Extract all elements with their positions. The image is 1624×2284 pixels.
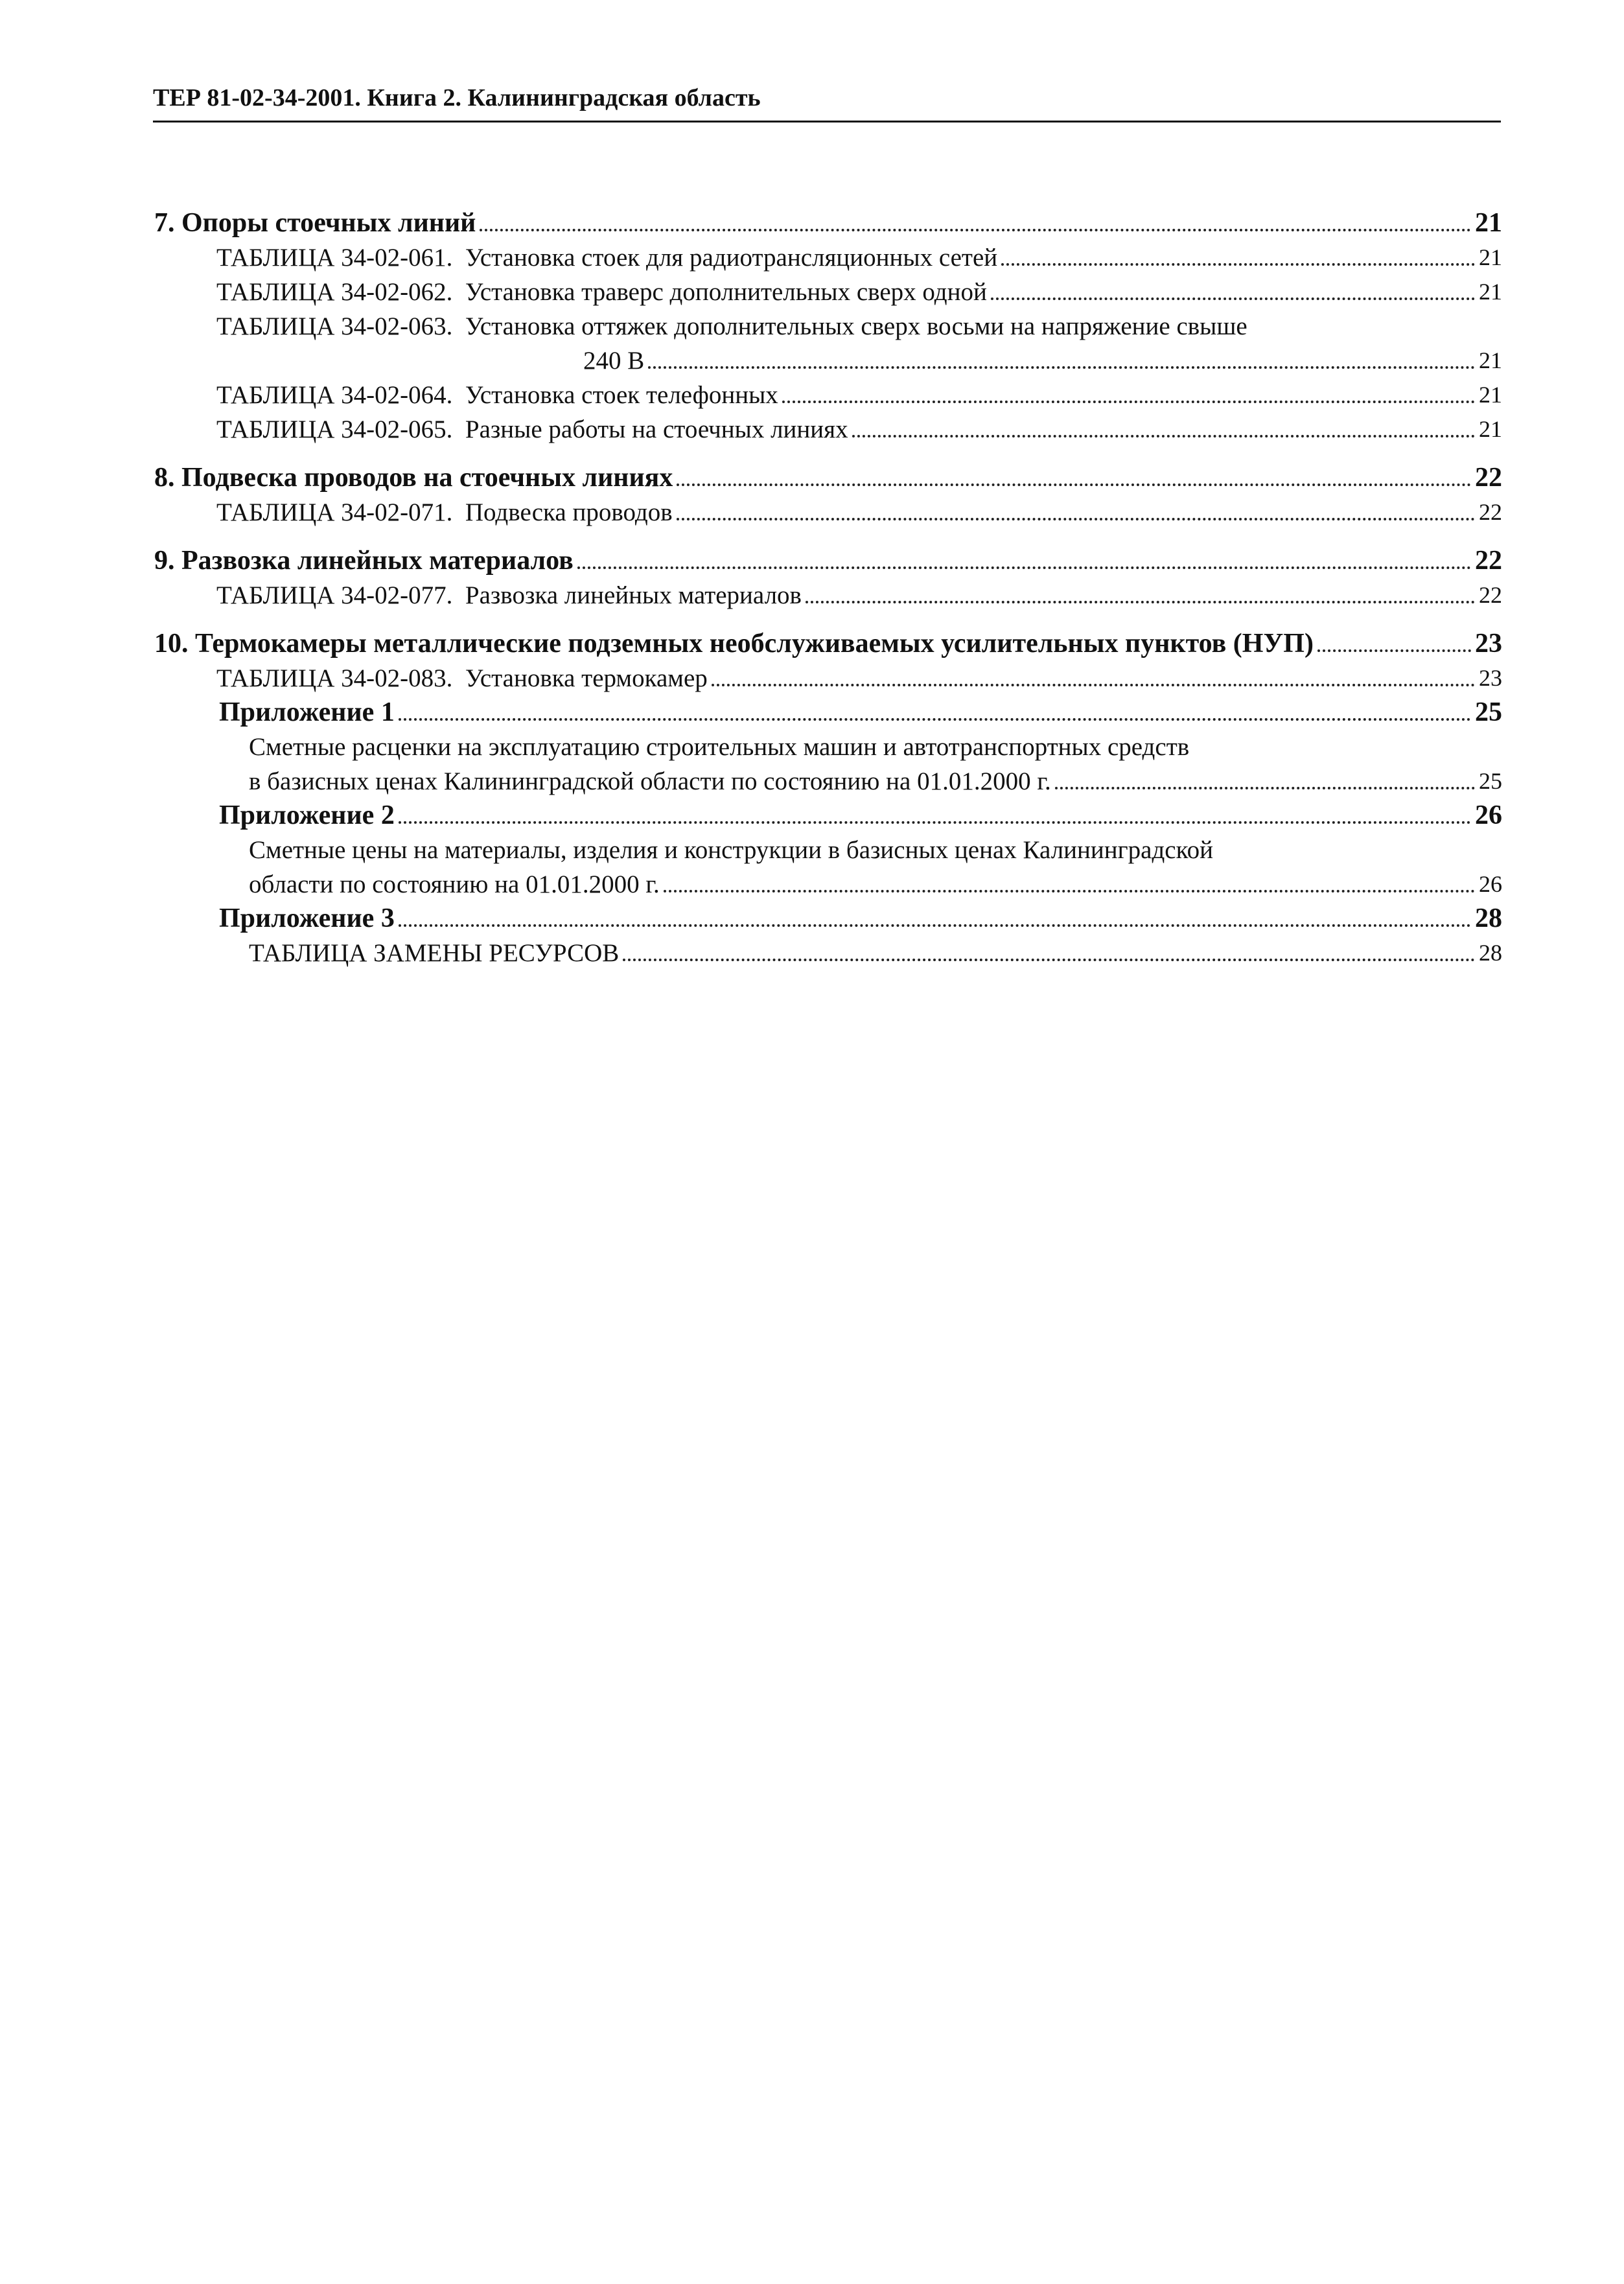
toc-entry-title: Приложение 3 [219,903,395,933]
dot-leader [399,821,1471,824]
toc-entry-title: 7. Опоры стоечных линий [154,208,476,238]
toc-entry-title: области по состоянию на 01.01.2000 г. [249,870,660,898]
table-code: ТАБЛИЦА 34-02-061. [216,244,453,272]
table-code: ТАБЛИЦА 34-02-065. [216,415,453,443]
toc-entry-title: ТАБЛИЦА ЗАМЕНЫ РЕСУРСОВ [249,939,620,967]
toc-page-number: 21 [1475,208,1502,238]
toc-entry-title: Установка стоек для радиотрансляционных сетей [465,244,998,272]
toc-page-number: 21 [1479,347,1502,373]
toc-entry-title-cont: 240 В [583,347,645,375]
dot-leader [852,435,1475,437]
dot-leader [399,718,1471,721]
toc-section-9 [154,544,1502,612]
toc-entry[interactable] [154,206,1502,240]
toc-page-number: 22 [1479,499,1502,525]
toc-page-number: 22 [1475,463,1502,493]
table-code: ТАБЛИЦА 34-02-071. [216,498,453,526]
toc-entry-title: 9. Развозка линейных материалов [154,546,574,576]
table-of-contents [154,206,1502,985]
dot-leader [623,959,1475,961]
toc-entry[interactable] [154,578,1502,612]
toc-page-number: 23 [1475,629,1502,658]
toc-page-number: 26 [1479,871,1502,897]
dot-leader [648,366,1475,369]
table-code: ТАБЛИЦА 34-02-063. [216,312,453,340]
toc-page-number: 28 [1479,940,1502,966]
toc-page-number: 22 [1475,546,1502,576]
dot-leader [399,924,1471,927]
toc-section-10 [154,627,1502,970]
dot-leader [1055,787,1475,789]
toc-entry[interactable] [154,627,1502,661]
toc-entry[interactable] [154,461,1502,495]
dot-leader [806,601,1475,603]
toc-entry-title: Установка стоек телефонных [465,381,778,409]
toc-entry[interactable] [154,661,1502,695]
toc-appendix-2[interactable] [154,798,1502,833]
dot-leader [1001,263,1475,266]
toc-entry-title: Подвеска проводов [465,498,673,526]
toc-page-number: 28 [1475,903,1502,933]
toc-page-number: 23 [1479,665,1502,691]
toc-section-7 [154,206,1502,447]
toc-page-number: 26 [1475,800,1502,830]
table-code: ТАБЛИЦА 34-02-064. [216,381,453,409]
toc-page-number: 25 [1479,768,1502,794]
dot-leader [782,401,1475,403]
toc-entry-line[interactable]: Сметные цены на материалы, изделия и конструкции в базисных ценах Калининградской [249,836,1213,864]
toc-entry-title: Установка оттяжек дополнительных сверх восьми на напряжение свыше [465,312,1247,340]
toc-entry[interactable] [154,344,1502,378]
toc-entry-title: Установка траверс дополнительных сверх одной [465,278,987,306]
toc-entry-title: Установка термокамер [465,664,708,692]
toc-entry[interactable] [154,936,1502,970]
toc-appendix-3[interactable] [154,902,1502,936]
toc-entry[interactable] [154,867,1502,902]
toc-section-8 [154,461,1502,530]
table-code: ТАБЛИЦА 34-02-083. [216,664,453,692]
toc-page-number: 22 [1479,582,1502,608]
toc-page-number: 21 [1479,382,1502,408]
dot-leader [677,484,1471,486]
toc-entry-title: Приложение 1 [219,697,395,727]
dot-leader [480,229,1471,231]
dot-leader [1317,649,1471,652]
toc-page-number: 21 [1479,244,1502,270]
toc-page-number: 21 [1479,279,1502,305]
toc-entry-line[interactable] [154,309,1502,344]
toc-entry-title: Развозка линейных материалов [465,581,802,609]
toc-entry[interactable] [154,764,1502,798]
dot-leader [664,890,1475,892]
toc-entry-title: 8. Подвеска проводов на стоечных линиях [154,463,673,493]
dot-leader [577,566,1471,569]
toc-entry-title: в базисных ценах Калининградской области по состоянию на 01.01.2000 г. [249,767,1051,795]
toc-entry[interactable] [154,544,1502,578]
dot-leader [712,684,1475,686]
table-code: ТАБЛИЦА 34-02-077. [216,581,453,609]
toc-entry[interactable] [154,240,1502,275]
toc-entry-line[interactable]: Сметные расценки на эксплуатацию строительных машин и автотранспортных средств [249,733,1190,761]
toc-entry[interactable] [154,412,1502,447]
toc-entry[interactable] [154,495,1502,530]
toc-appendix-1[interactable] [154,695,1502,730]
dot-leader [677,518,1475,520]
page-header: ТЕР 81-02-34-2001. Книга 2. Калининградская область [153,82,1501,122]
toc-entry-title: 10. Термокамеры металлические подземных необслуживаемых усилительных пунктов (НУП) [154,629,1314,658]
toc-page-number: 21 [1479,416,1502,442]
dot-leader [991,297,1475,300]
toc-entry[interactable] [154,275,1502,309]
toc-entry-title: Разные работы на стоечных линиях [465,415,848,443]
toc-entry[interactable] [154,378,1502,412]
table-code: ТАБЛИЦА 34-02-062. [216,278,453,306]
toc-page-number: 25 [1475,697,1502,727]
toc-entry-title: Приложение 2 [219,800,395,830]
